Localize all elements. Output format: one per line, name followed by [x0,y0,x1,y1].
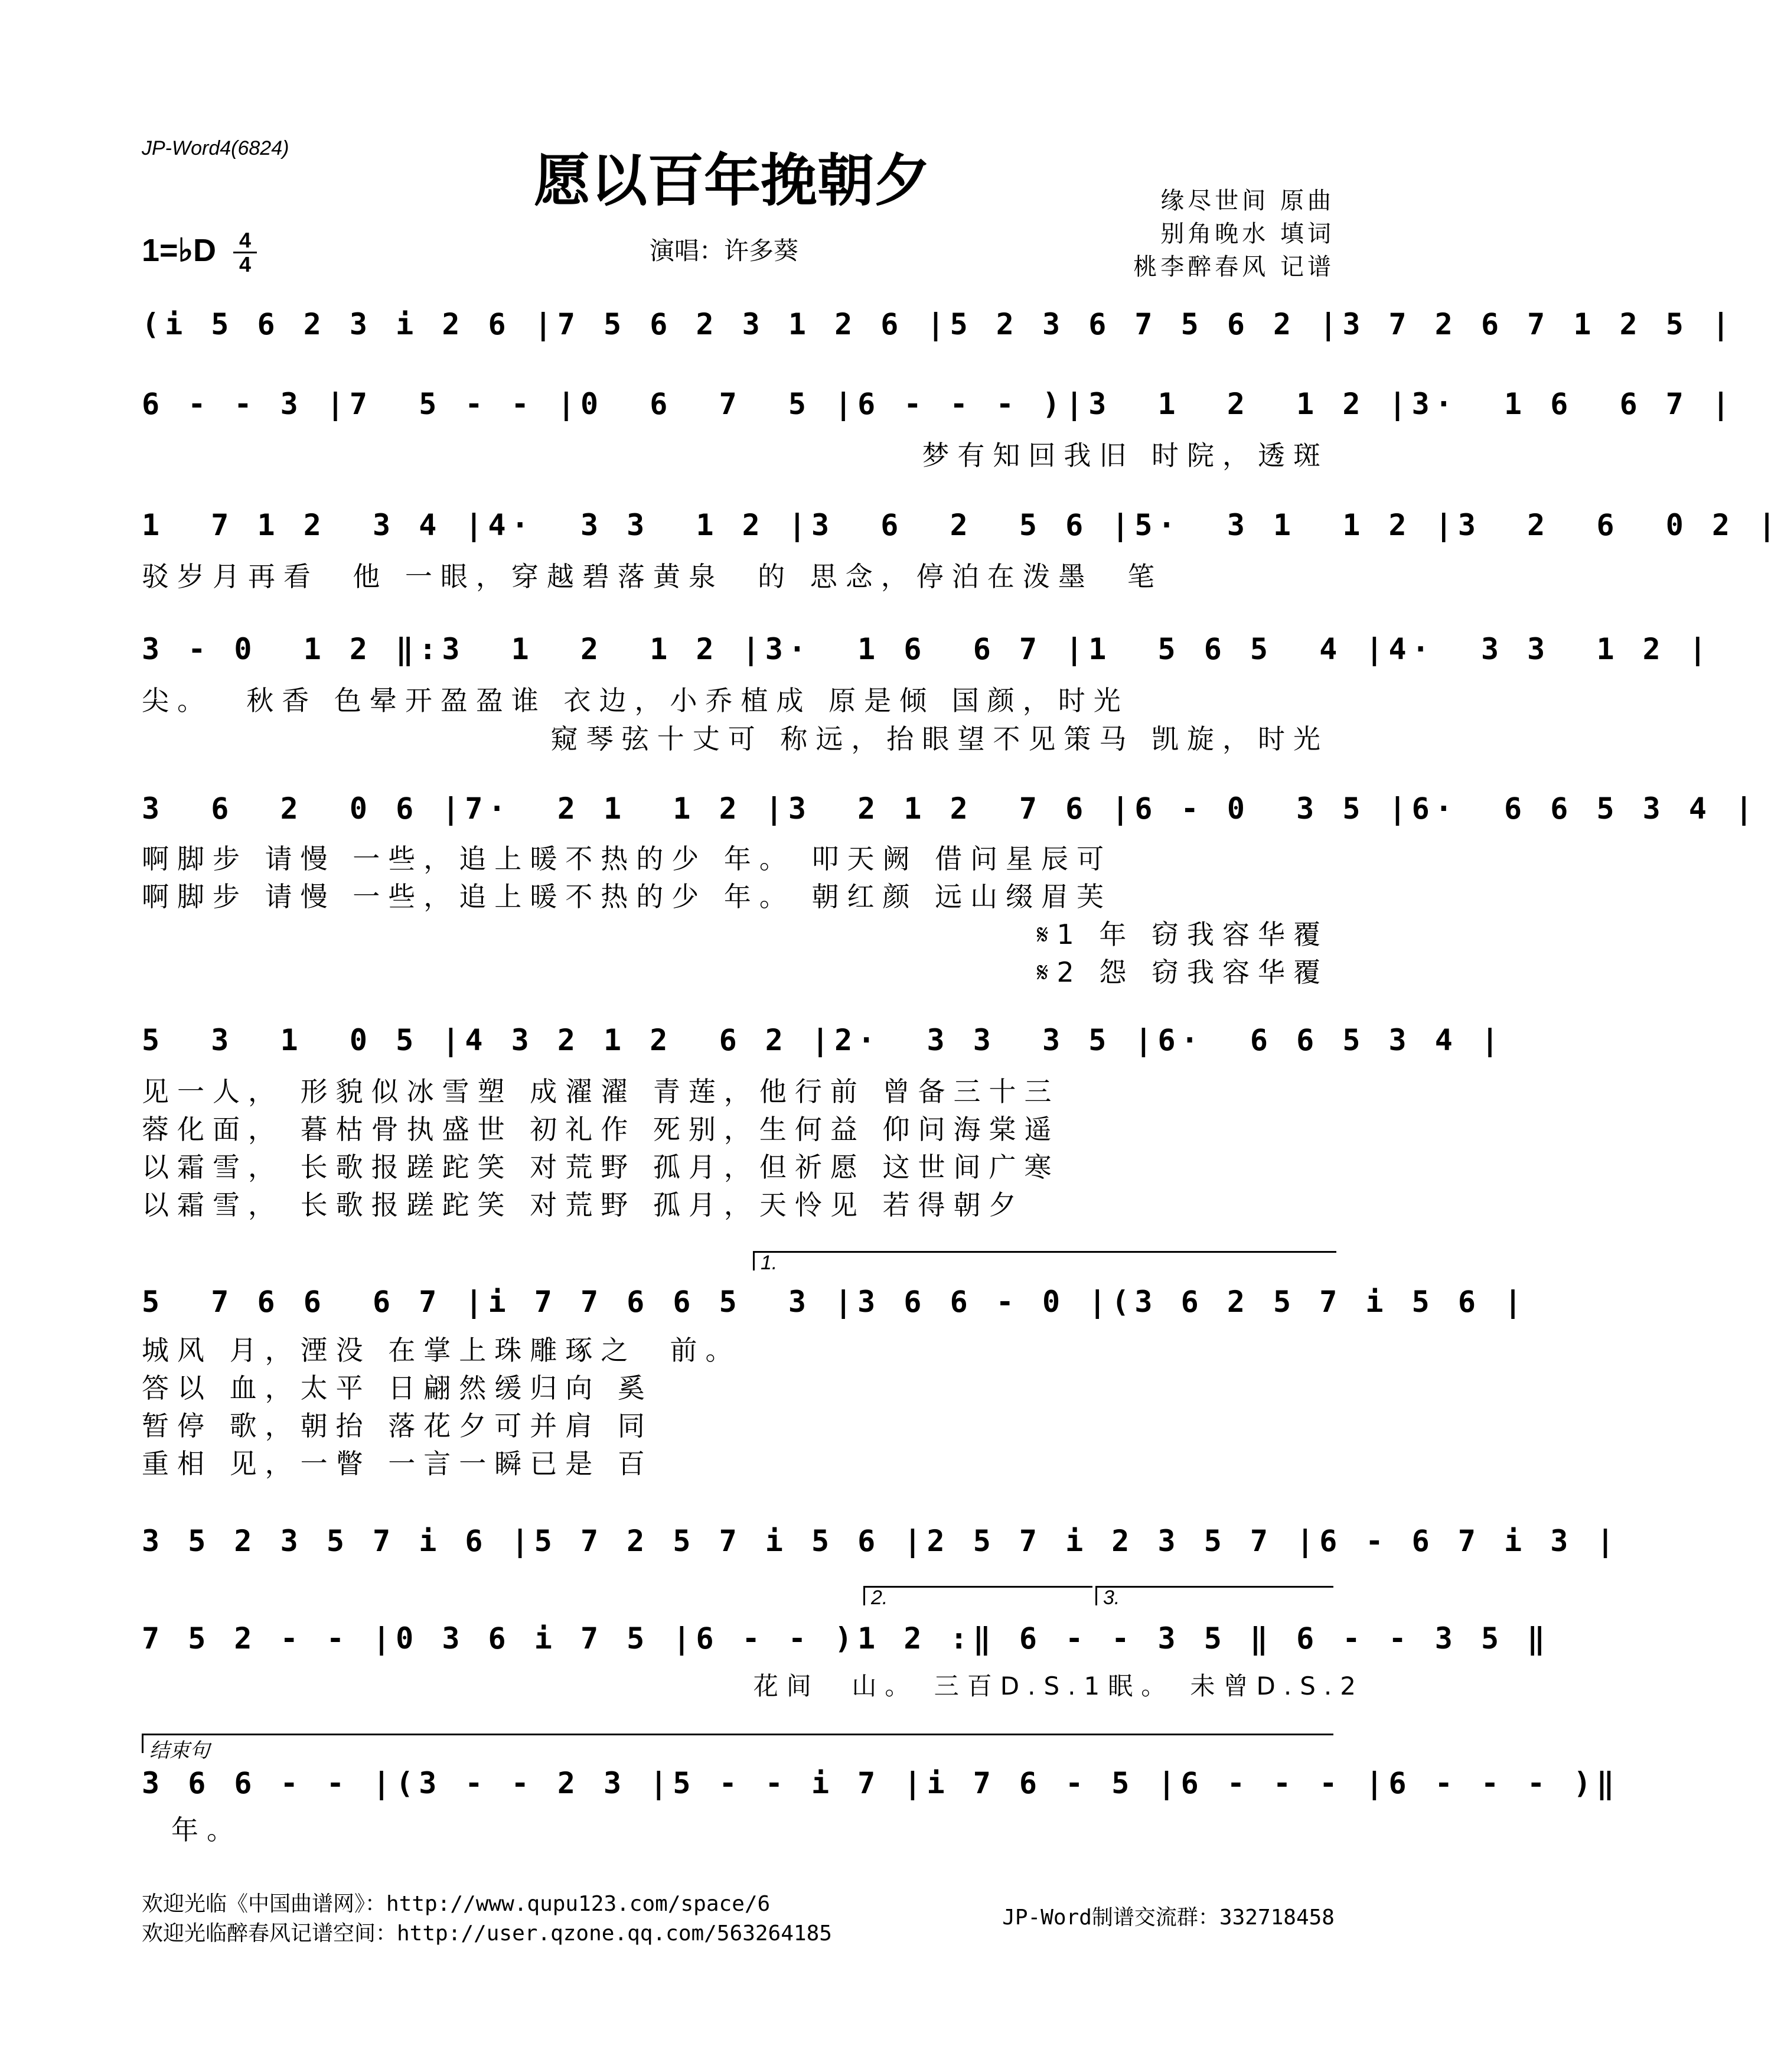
lyrics-system-6-verse-2: 蓉化面， 暮枯骨执盛世 初礼作 死别，生何益 仰问海棠遥 [142,1113,1060,1145]
notes-system-10: 3 6 6 - - |(3 - - 2 3 |5 - - i 7 |i 7 6 - 5 |6 - - - |6 - - - )‖ [142,1766,1620,1800]
software-label: JP-Word4(6824) [142,137,289,159]
lyrics-system-10: 年。 [171,1814,242,1846]
credit-lyricist: 别角晚水 填词 [1160,220,1335,247]
lyrics-system-5-verse-1: 啊脚步 请慢 一些，追上暖不热的少 年。 叩天阙 借问星辰可 [142,843,1113,875]
time-denominator: 4 [233,252,257,276]
footer-link-2: 欢迎光临醉春风记谱空间：http://user.qzone.qq.com/563264185 [142,1921,832,1946]
notes-system-9: 7 5 2 - - |0 3 6 i 7 5 |6 - - )1 2 :‖ 6 - - 3 5 ‖ 6 - - 3 5 ‖ [142,1621,1551,1656]
notes-system-6: 5 3 1 0 5 |4 3 2 1 2 6 2 |2· 3 3 3 5 |6· 6 6 5 3 4 | [142,1023,1505,1057]
ending-bracket: 结束句 [142,1734,1333,1753]
lyrics-system-4-verse-1: 尖。 秋香 色晕开盈盈谁 衣边，小乔植成 原是倾 国颜，时光 [142,685,1129,716]
lyrics-system-7-verse-4: 重相 见，一瞥 一言一瞬已是 百 [142,1448,653,1480]
lyrics-system-5-segno-2: 𝄋2 怨 窃我容华覆 [1036,956,1329,988]
notes-system-1: (i 5 6 2 3 i 2 6 |7 5 6 2 3 1 2 6 |5 2 3 6 7 5 6 2 |3 7 2 6 7 1 2 5 | [142,307,1736,341]
lyrics-system-6-verse-3: 以霜雪， 长歌报蹉跎笑 对荒野 孤月，但祈愿 这世间广寒 [142,1151,1060,1183]
lyrics-system-9: 花间 山。 三百D.S.1眠。 未曾D.S.2 [753,1672,1364,1700]
singer: 演唱：许多葵 [650,236,799,265]
lyrics-system-6-verse-4: 以霜雪， 长歌报蹉跎笑 对荒野 孤月，天怜见 若得朝夕 [142,1189,1025,1221]
key-signature: 1=♭D [142,233,217,268]
lyrics-system-6-verse-1: 见一人， 形貌似冰雪塑 成濯濯 青莲，他行前 曾备三十三 [142,1076,1060,1107]
notes-system-7: 5 7 6 6 6 7 |i 7 7 6 6 5 3 |3 6 6 - 0 |(3 6 2 5 7 i 5 6 | [142,1285,1528,1319]
lyrics-system-3: 驳岁月再看 他 一眼，穿越碧落黄泉 的 思念，停泊在泼墨 笔 [142,561,1163,592]
notes-system-5: 3 6 2 0 6 |7· 2 1 1 2 |3 2 1 2 7 6 |6 - 0 3 5 |6· 6 6 5 3 4 | [142,791,1759,826]
notes-system-3: 1 7 1 2 3 4 |4· 3 3 1 2 |3 6 2 5 6 |5· 3 1 1 2 |3 2 6 0 2 | [142,508,1781,542]
lyrics-system-5-verse-2: 啊脚步 请慢 一些，追上暖不热的少 年。 朝红颜 远山缀眉芙 [142,881,1113,913]
footer-link-1: 欢迎光临《中国曲谱网》：http://www.qupu123.com/space/6 [142,1892,771,1916]
time-signature [233,229,257,276]
lyrics-system-4-verse-2: 窥琴弦十丈可 称远，抬眼望不见策马 凯旋，时光 [550,723,1329,755]
lyrics-system-7-verse-1: 城风 月，湮没 在掌上珠雕琢之 前。 [142,1334,741,1366]
volta-3: 3. [1095,1586,1333,1605]
lyrics-system-5-segno-1: 𝄋1 年 窃我容华覆 [1036,918,1329,950]
notes-system-4: 3 - 0 1 2 ‖:3 1 2 1 2 |3· 1 6 6 7 |1 5 6 5 4 |4· 3 3 1 2 | [142,632,1712,666]
credit-composer: 缘尽世间 原曲 [1160,187,1335,214]
lyrics-system-7-verse-3: 暂停 歌，朝抬 落花夕可并肩 同 [142,1410,653,1442]
song-title: 愿以百年挽朝夕 [534,148,931,214]
footer-group: JP-Word制谱交流群：332718458 [1002,1905,1335,1930]
credit-transcriber: 桃李醉春风 记谱 [1133,253,1335,281]
time-numerator: 4 [239,228,252,252]
volta-1: 1. [753,1251,1336,1270]
lyrics-system-7-verse-2: 答以 血，太平 日翩然缓归向 奚 [142,1372,653,1404]
lyrics-system-2: 梦有知回我旧 时院，透斑 [922,439,1329,471]
notes-system-2: 6 - - 3 |7 5 - - |0 6 7 5 |6 - - - )|3 1 2 1 2 |3· 1 6 6 7 | [142,387,1736,421]
notes-system-8: 3 5 2 3 5 7 i 6 |5 7 2 5 7 i 5 6 |2 5 7 i 2 3 5 7 |6 - 6 7 i 3 | [142,1524,1620,1558]
volta-2: 2. [863,1586,1092,1605]
